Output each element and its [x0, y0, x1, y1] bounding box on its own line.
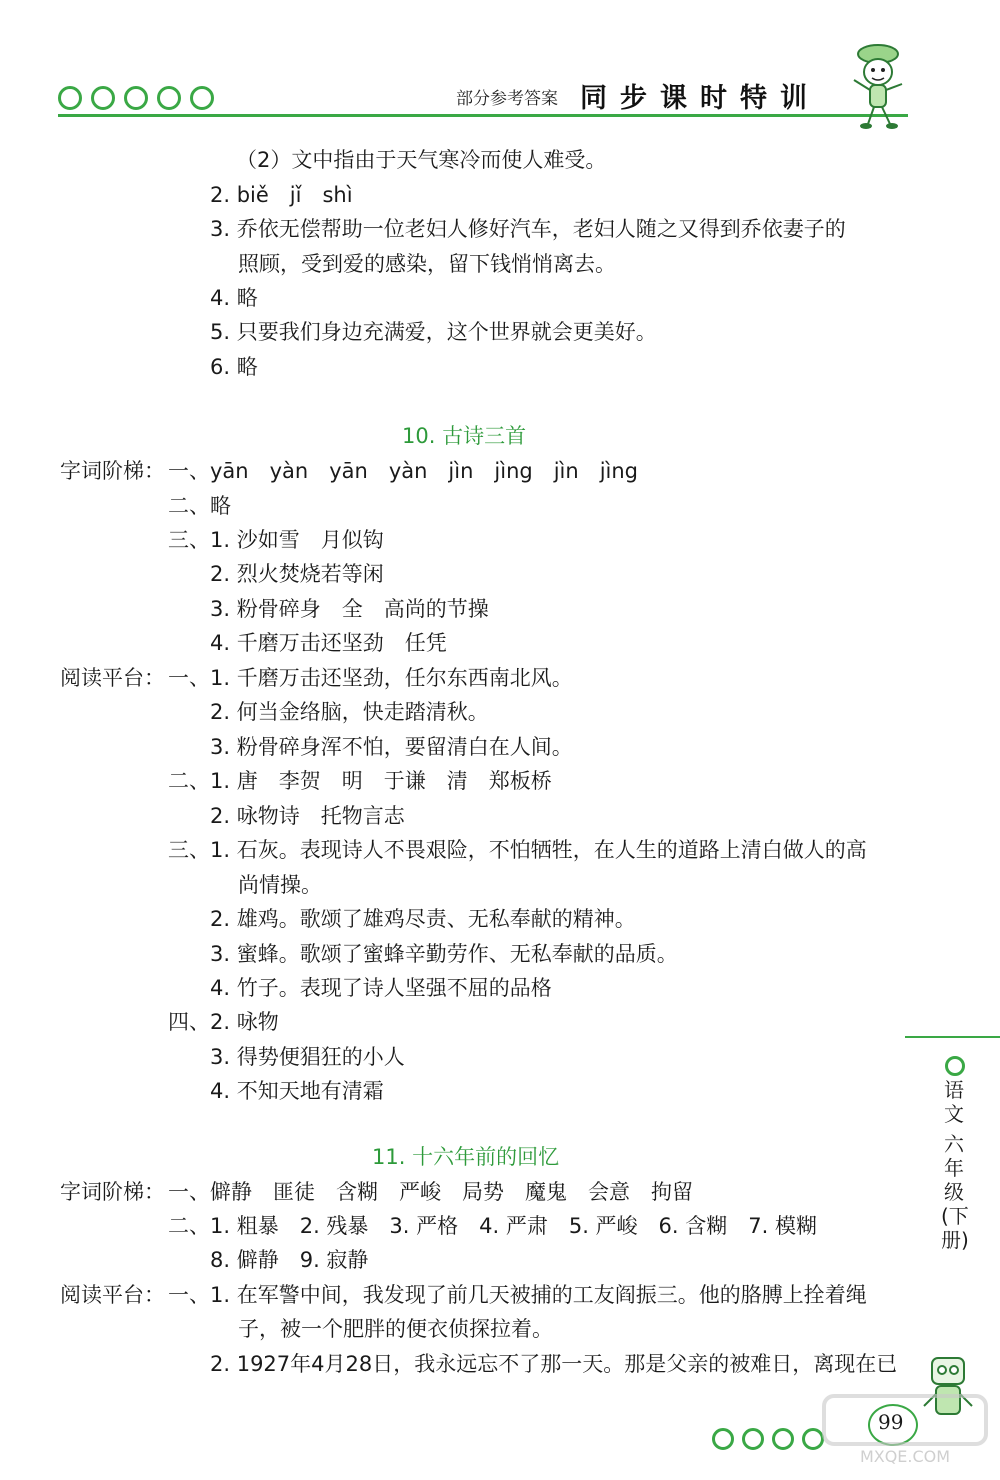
answer-line: 3. 粉骨碎身 全 高尚的节操 [210, 597, 489, 621]
header-subtitle: 部分参考答案 [456, 89, 558, 109]
circle-decoration [712, 1428, 734, 1450]
answer-line: 二、1. 唐 李贺 明 于谦 清 郑板桥 [168, 769, 552, 793]
answer-line: 3. 乔依无偿帮助一位老妇人修好汽车，老妇人随之又得到乔依妻子的 [210, 217, 846, 241]
answer-line: 8. 僻静 9. 寂静 [210, 1248, 369, 1272]
answer-line: 尚情操。 [238, 873, 322, 897]
side-subject: 语文 [944, 1078, 964, 1126]
answer-line: 2. 烈火焚烧若等闲 [210, 562, 384, 586]
answer-line: 4. 千磨万击还坚劲 任凭 [210, 631, 447, 655]
answer-line: 二、1. 粗暴 2. 残暴 3. 严格 4. 严肃 5. 严峻 6. 含糊 7. 模糊 [168, 1214, 817, 1238]
answer-line: 3. 得势便猖狂的小人 [210, 1045, 405, 1069]
answer-line: 2. 1927年4月28日，我永远忘不了那一天。那是父亲的被难日，离现在已 [210, 1352, 898, 1376]
section-label: 字词阶梯： [60, 459, 165, 483]
answer-line: 一、yān yàn yān yàn jìn jìng jìn jìng [168, 459, 638, 483]
answer-line: 一、僻静 匪徒 含糊 严峻 局势 魔鬼 会意 拘留 [168, 1180, 693, 1204]
side-grade: 六年级(下册) [941, 1132, 969, 1252]
answer-line: 4. 略 [210, 286, 258, 310]
answer-line: 三、1. 沙如雪 月似钩 [168, 528, 384, 552]
answer-line: （2）文中指由于天气寒冷而使人难受。 [236, 148, 607, 172]
answer-line: 四、2. 咏物 [168, 1010, 279, 1034]
answer-line: 2. 雄鸡。歌颂了雄鸡尽责、无私奉献的精神。 [210, 907, 636, 931]
circle-decoration [945, 1056, 965, 1076]
answer-line: 照顾，受到爱的感染，留下钱悄悄离去。 [238, 252, 616, 276]
answer-line: 子，被一个肥胖的便衣侦探拉着。 [238, 1317, 553, 1341]
answer-line: 3. 蜜蜂。歌颂了蜜蜂辛勤劳作、无私奉献的品质。 [210, 942, 678, 966]
circle-decoration [772, 1428, 794, 1450]
section-label: 字词阶梯： [60, 1180, 165, 1204]
answer-line: 6. 略 [210, 355, 258, 379]
svg-text:MXQE.COM: MXQE.COM [859, 1447, 951, 1466]
answer-line: 4. 竹子。表现了诗人坚强不屈的品格 [210, 976, 552, 1000]
answer-line: 3. 粉骨碎身浑不怕，要留清白在人间。 [210, 735, 573, 759]
header-title: 同步课时特训 [580, 83, 820, 114]
side-tab [905, 1012, 1000, 1252]
answer-line: 4. 不知天地有清霜 [210, 1079, 384, 1103]
answer-line: 2. biě jǐ shì [210, 183, 353, 207]
answer-line: 5. 只要我们身边充满爱，这个世界就会更美好。 [210, 320, 657, 344]
answer-line: 一、1. 在军警中间，我发现了前几天被捕的工友阎振三。他的胳膊上拴着绳 [168, 1283, 867, 1307]
watermark-logo [820, 1390, 990, 1470]
section-label: 阅读平台： [60, 1283, 165, 1307]
page-number: 99 [878, 1410, 904, 1434]
section-title: 10. 古诗三首 [402, 424, 527, 448]
section-label: 阅读平台： [60, 666, 165, 690]
answer-line: 2. 咏物诗 托物言志 [210, 804, 405, 828]
answer-line: 2. 何当金络脑，快走踏清秋。 [210, 700, 489, 724]
answer-line: 三、1. 石灰。表现诗人不畏艰险，不怕牺牲，在人生的道路上清白做人的高 [168, 838, 867, 862]
side-divider [905, 1036, 1000, 1038]
answer-line: 二、略 [168, 494, 231, 518]
circle-decoration [742, 1428, 764, 1450]
footer-circles [712, 1428, 824, 1450]
section-title: 11. 十六年前的回忆 [372, 1145, 560, 1169]
answer-line: 一、1. 千磨万击还坚劲，任尔东西南北风。 [168, 666, 573, 690]
